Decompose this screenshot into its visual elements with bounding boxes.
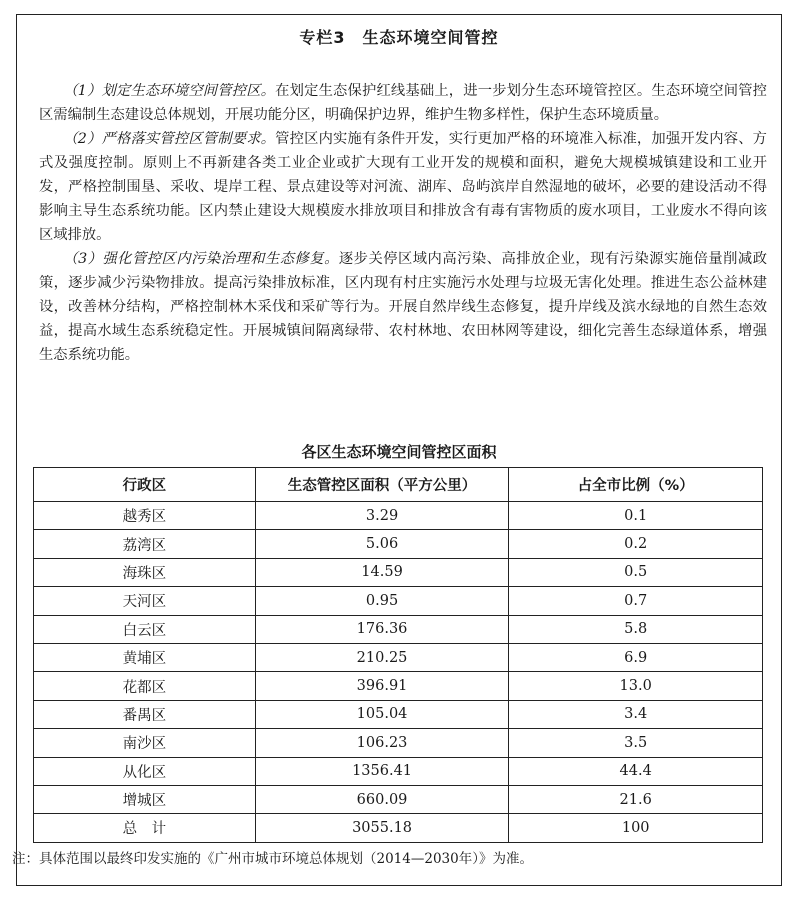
cell-district: 南沙区 xyxy=(34,729,256,757)
table-row xyxy=(34,814,763,842)
table-row xyxy=(34,643,763,671)
cell-area: 3055.18 xyxy=(255,814,509,842)
table-row xyxy=(34,587,763,615)
cell-district: 天河区 xyxy=(34,587,256,615)
cell-ratio: 5.8 xyxy=(509,615,763,643)
cell-ratio: 21.6 xyxy=(509,785,763,813)
cell-area: 176.36 xyxy=(255,615,509,643)
paragraph-text: 逐步关停区域内高污染、高排放企业，现有污染源实施倍量削减政策，逐步减少污染物排放。提高污染排放标准，区内现有村庄实施污水处理与垃圾无害化处理。推进生态公益林建设，改善林分结构，严格控制林木采伐和采矿等行为。开展自然岸线生态修复，提升岸线及滨水绿地的自然生态效益，提高水域生态系统稳定性。开展城镇间隔离绿带、农村林地、农田林网等建设，细化完善生态绿道体系，增强生态系统功能。 xyxy=(39,251,767,363)
cell-ratio: 100 xyxy=(509,814,763,842)
table-row xyxy=(34,672,763,700)
table-row xyxy=(34,530,763,558)
paragraph-lead: （2）严格落实管控区管制要求。 xyxy=(63,131,276,147)
paragraph-3 xyxy=(39,247,767,367)
cell-ratio: 3.5 xyxy=(509,729,763,757)
cell-area: 106.23 xyxy=(255,729,509,757)
paragraph-text: 管控区内实施有条件开发，实行更加严格的环境准入标准，加强开发内容、方式及强度控制。原则上不再新建各类工业企业或扩大现有工业开发的规模和面积，避免大规模城镇建设和工业开发，严格控制围垦、采收、堤岸工程、景点建设等对河流、湖库、岛屿滨岸自然湿地的破坏，必要的建设活动不得影响主导生态系统功能。区内禁止建设大规模废水排放项目和排放含有毒有害物质的废水项目，工业废水不得向该区域排放。 xyxy=(39,131,767,243)
cell-ratio: 0.7 xyxy=(509,587,763,615)
cell-area: 210.25 xyxy=(255,643,509,671)
table-row xyxy=(34,700,763,728)
feature-box xyxy=(16,14,782,886)
paragraph-2 xyxy=(39,127,767,247)
table-header-row xyxy=(34,468,763,502)
area-table xyxy=(33,467,763,843)
table-body xyxy=(34,502,763,843)
cell-ratio: 3.4 xyxy=(509,700,763,728)
box-title: 专栏3 生态环境空间管控 xyxy=(299,28,499,47)
cell-district: 从化区 xyxy=(34,757,256,785)
cell-ratio: 0.5 xyxy=(509,558,763,586)
paragraph-text: 在划定生态保护红线基础上，进一步划分生态环境管控区。生态环境空间管控区需编制生态建设总体规划，开展功能分区，明确保护边界，维护生物多样性，保护生态环境质量。 xyxy=(39,83,767,123)
cell-ratio: 13.0 xyxy=(509,672,763,700)
cell-district: 越秀区 xyxy=(34,502,256,530)
cell-area: 5.06 xyxy=(255,530,509,558)
table-row xyxy=(34,729,763,757)
cell-district: 花都区 xyxy=(34,672,256,700)
cell-ratio: 0.2 xyxy=(509,530,763,558)
table-row xyxy=(34,615,763,643)
cell-district: 白云区 xyxy=(34,615,256,643)
paragraph-lead: （3）强化管控区内污染治理和生态修复。 xyxy=(63,251,339,267)
header-district: 行政区 xyxy=(34,468,256,502)
cell-ratio: 0.1 xyxy=(509,502,763,530)
footnote: 注：具体范围以最终印发实施的《广州市城市环境总体规划（2014—2030年）》为准。 xyxy=(12,851,533,867)
cell-area: 1356.41 xyxy=(255,757,509,785)
cell-ratio: 6.9 xyxy=(509,643,763,671)
cell-district: 增城区 xyxy=(34,785,256,813)
cell-area: 660.09 xyxy=(255,785,509,813)
table-title: 各区生态环境空间管控区面积 xyxy=(301,443,497,461)
table-row xyxy=(34,558,763,586)
cell-district: 荔湾区 xyxy=(34,530,256,558)
cell-district: 黄埔区 xyxy=(34,643,256,671)
header-area: 生态管控区面积（平方公里） xyxy=(255,468,509,502)
cell-area: 105.04 xyxy=(255,700,509,728)
cell-district: 番禺区 xyxy=(34,700,256,728)
header-ratio: 占全市比例（%） xyxy=(509,468,763,502)
cell-area: 0.95 xyxy=(255,587,509,615)
paragraphs xyxy=(39,79,767,367)
table-row xyxy=(34,757,763,785)
table-row xyxy=(34,502,763,530)
table-row xyxy=(34,785,763,813)
cell-area: 14.59 xyxy=(255,558,509,586)
cell-area: 396.91 xyxy=(255,672,509,700)
cell-district: 海珠区 xyxy=(34,558,256,586)
cell-district: 总 计 xyxy=(34,814,256,842)
cell-area: 3.29 xyxy=(255,502,509,530)
paragraph-1 xyxy=(39,79,767,127)
paragraph-lead: （1）划定生态环境空间管控区。 xyxy=(63,83,276,99)
cell-ratio: 44.4 xyxy=(509,757,763,785)
